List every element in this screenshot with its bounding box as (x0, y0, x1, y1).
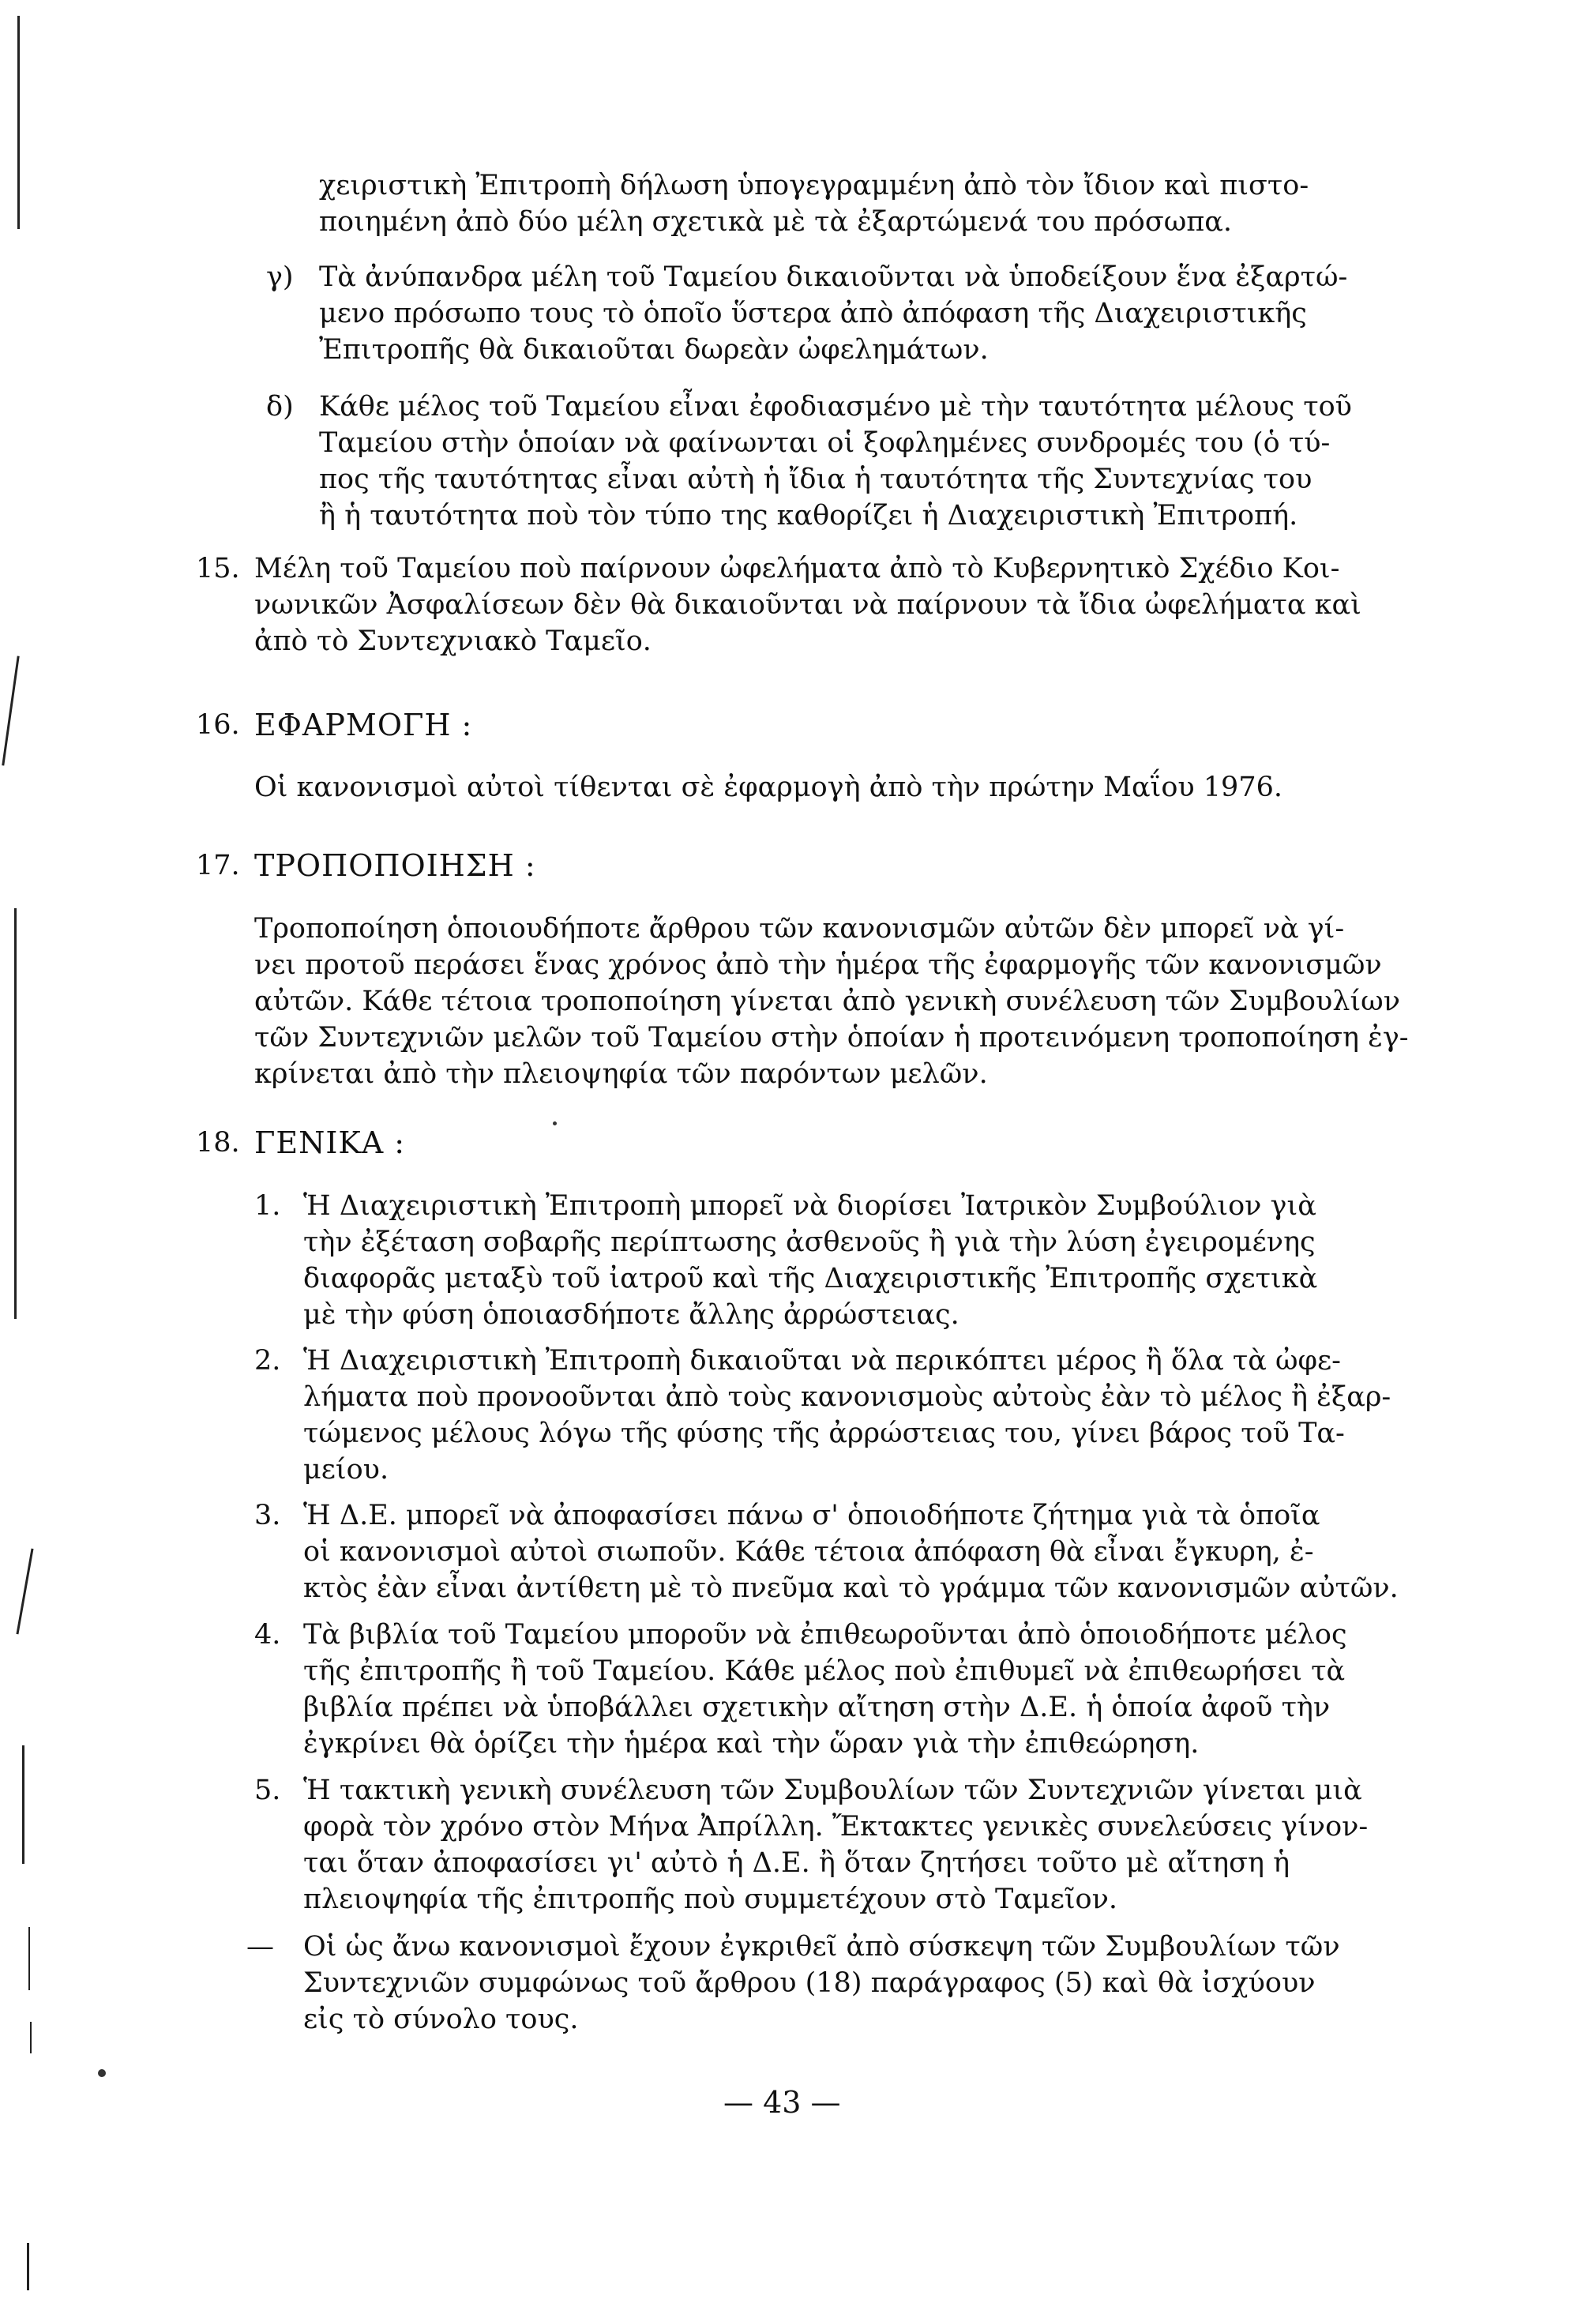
intro-paragraph (319, 167, 1371, 240)
text-line: Ἡ Διαχειριστικὴ Ἐπιτροπὴ μπορεῖ νὰ διορίσει Ἰατρικὸν Συμβούλιον γιὰ (303, 1190, 1316, 1222)
text-line: τὴν ἐξέταση σοβαρῆς περίπτωσης ἀσθενοῦς ἢ γιὰ τὴν λύση ἐγειρομένης (303, 1227, 1316, 1258)
text-line: Συντεχνιῶν συμφώνως τοῦ ἄρθρου (18) παράγραφος (5) καὶ θὰ ἰσχύουν (303, 1967, 1316, 1999)
scan-edge-mark (30, 2022, 32, 2053)
section-15-number: 15. (196, 553, 240, 584)
text-line: τώμενος μέλους λόγω τῆς φύσης τῆς ἀρρώστειας του, γίνει βάρος τοῦ Τα- (303, 1418, 1345, 1449)
text-line: Ταμείου στὴν ὁποίαν νὰ φαίνωνται οἱ ξοφλημένες συνδρομές του (ὁ τύ- (319, 427, 1331, 459)
section-16-paragraph (254, 769, 1371, 806)
text-line: Τροποποίηση ὁποιουδήποτε ἄρθρου τῶν κανονισμῶν αὐτῶν δὲν μπορεῖ νὰ γί- (254, 913, 1345, 945)
scan-edge-mark (27, 2243, 29, 2290)
text-line: φορὰ τὸν χρόνο στὸν Μήνα Ἀπρίλλη. Ἔκτακτες γενικὲς συνελεύσεις γίνον- (303, 1811, 1369, 1843)
scan-edge-mark (22, 1745, 24, 1864)
text-line: Μέλη τοῦ Ταμείου ποὺ παίρνουν ὠφελήματα ἀπὸ τὸ Κυβερνητικὸ Σχέδιο Κοι- (254, 553, 1340, 584)
general-item-4-number: 4. (254, 1619, 281, 1651)
section-15-paragraph (254, 550, 1371, 659)
text-line: πλειοψηφία τῆς ἐπιτροπῆς ποὺ συμμετέχουν στὸ Ταμεῖον. (303, 1884, 1118, 1915)
closing-paragraph (303, 1929, 1371, 2038)
text-line: βιβλία πρέπει νὰ ὑποβάλλει σχετικὴν αἴτηση στὴν Δ.Ε. ἡ ὁποία ἀφοῦ τὴν (303, 1692, 1331, 1723)
text-line: τῶν Συντεχνιῶν μελῶν τοῦ Ταμείου στὴν ὁποίαν ἡ προτεινόμενη τροποποίηση ἐγ- (254, 1022, 1409, 1054)
text-line: ται ὅταν ἀποφασίσει γι' αὐτὸ ἡ Δ.Ε. ἢ ὅταν ζητήσει τοῦτο μὲ αἴτηση ἡ (303, 1847, 1290, 1879)
text-line: ἀπὸ τὸ Συντεχνιακὸ Ταμεῖο. (254, 625, 652, 657)
general-item-4-paragraph (303, 1617, 1371, 1762)
text-line: νωνικῶν Ἀσφαλίσεων δὲν θὰ δικαιοῦνται νὰ παίρνουν τὰ ἴδια ὠφελήματα καὶ (254, 589, 1361, 621)
scan-edge-mark (2, 656, 19, 765)
section-17-heading: ΤΡΟΠΟΠΟΙΗΣΗ : (254, 848, 536, 883)
text-line: μείου. (303, 1454, 389, 1486)
text-line: τῆς ἐπιτροπῆς ἢ τοῦ Ταμείου. Κάθε μέλος ποὺ ἐπιθυμεῖ νὰ ἐπιθεωρήσει τὰ (303, 1655, 1346, 1687)
text-line: διαφορᾶς μεταξὺ τοῦ ἰατροῦ καὶ τῆς Διαχειριστικῆς Ἐπιτροπῆς σχετικὰ (303, 1263, 1318, 1294)
scan-speck (553, 1121, 557, 1125)
item-g-label: γ) (266, 261, 294, 293)
text-line: ποιημένη ἀπὸ δύο μέλη σχετικὰ μὲ τὰ ἐξαρτώμενά του πρόσωπα. (319, 206, 1233, 238)
text-line: ἐγκρίνει θὰ ὁρίζει τὴν ἡμέρα καὶ τὴν ὥραν γιὰ τὴν ἐπιθεώρηση. (303, 1728, 1200, 1760)
general-item-1-paragraph (303, 1188, 1371, 1333)
text-line: νει προτοῦ περάσει ἕνας χρόνος ἀπὸ τὴν ἡμέρα τῆς ἐφαρμογῆς τῶν κανονισμῶν (254, 949, 1382, 981)
text-line: οἱ κανονισμοὶ αὐτοὶ σιωποῦν. Κάθε τέτοια ἀπόφαση θὰ εἶναι ἔγκυρη, ἐ- (303, 1536, 1314, 1568)
text-line: Ἡ Διαχειριστικὴ Ἐπιτροπὴ δικαιοῦται νὰ περικόπτει μέρος ἢ ὅλα τὰ ὠφε- (303, 1345, 1341, 1377)
text-line: μὲ τὴν φύση ὁποιασδήποτε ἄλλης ἀρρώστειας. (303, 1299, 959, 1331)
section-18-number: 18. (196, 1127, 240, 1159)
text-line: Τὰ βιβλία τοῦ Ταμείου μποροῦν νὰ ἐπιθεωροῦνται ἀπὸ ὁποιοδήποτε μέλος (303, 1619, 1347, 1651)
scan-speck (98, 2069, 106, 2077)
item-g-paragraph (319, 259, 1371, 368)
general-item-5-paragraph (303, 1772, 1371, 1918)
text-line: εἰς τὸ σύνολο τους. (303, 2004, 579, 2035)
scan-edge-mark (17, 16, 20, 229)
text-line: Τὰ ἀνύπανδρα μέλη τοῦ Ταμείου δικαιοῦνται νὰ ὑποδείξουν ἕνα ἐξαρτώ- (319, 261, 1348, 293)
section-17-number: 17. (196, 850, 240, 881)
general-item-3-paragraph (303, 1497, 1399, 1606)
text-line: Ἐπιτροπῆς θὰ δικαιοῦται δωρεὰν ὠφελημάτων. (319, 334, 989, 366)
text-line: Ἡ Δ.Ε. μπορεῖ νὰ ἀποφασίσει πάνω σ' ὁποιοδήποτε ζήτημα γιὰ τὰ ὁποῖα (303, 1500, 1320, 1531)
page-number: — 43 — (723, 2085, 841, 2120)
text-line: λήματα ποὺ προνοοῦνται ἀπὸ τοὺς κανονισμοὺς αὐτοὺς ἐὰν τὸ μέλος ἢ ἐξαρ- (303, 1381, 1391, 1413)
text-line: ἢ ἡ ταυτότητα ποὺ τὸν τύπο της καθορίζει ἡ Διαχειριστικὴ Ἐπιτροπή. (319, 500, 1298, 532)
text-line: πος τῆς ταυτότητας εἶναι αὐτὴ ἡ ἴδια ἡ ταυτότητα τῆς Συντεχνίας του (319, 464, 1312, 495)
section-17-paragraph (254, 911, 1409, 1092)
text-line: κτὸς ἐὰν εἶναι ἀντίθετη μὲ τὸ πνεῦμα καὶ τὸ γράμμα τῶν κανονισμῶν αὐτῶν. (303, 1572, 1399, 1604)
text-line: Ἡ τακτικὴ γενικὴ συνέλευση τῶν Συμβουλίων τῶν Συντεχνιῶν γίνεται μιὰ (303, 1775, 1362, 1806)
section-16-heading: ΕΦΑΡΜΟΓΗ : (254, 708, 473, 742)
section-16-number: 16. (196, 709, 240, 741)
item-d-paragraph (319, 389, 1371, 534)
scan-edge-mark (28, 1927, 30, 1990)
text-line: μενο πρόσωπο τους τὸ ὁποῖο ὕστερα ἀπὸ ἀπόφαση τῆς Διαχειριστικῆς (319, 298, 1307, 329)
scan-edge-mark (16, 1549, 33, 1635)
general-item-2-paragraph (303, 1343, 1391, 1488)
closing-dash: — (246, 1931, 274, 1963)
scan-edge-mark (14, 908, 17, 1319)
text-line: Οἱ κανονισμοὶ αὐτοὶ τίθενται σὲ ἐφαρμογὴ ἀπὸ τὴν πρώτην Μαΐου 1976. (254, 772, 1282, 803)
general-item-3-number: 3. (254, 1500, 281, 1531)
general-item-5-number: 5. (254, 1775, 281, 1806)
text-line: αὐτῶν. Κάθε τέτοια τροποποίηση γίνεται ἀπὸ γενικὴ συνέλευση τῶν Συμβουλίων (254, 986, 1400, 1017)
text-line: Οἱ ὡς ἄνω κανονισμοὶ ἔχουν ἐγκριθεῖ ἀπὸ σύσκεψη τῶν Συμβουλίων τῶν (303, 1931, 1340, 1963)
general-item-1-number: 1. (254, 1190, 281, 1222)
general-item-2-number: 2. (254, 1345, 281, 1377)
text-line: χειριστικὴ Ἐπιτροπὴ δήλωση ὑπογεγραμμένη ἀπὸ τὸν ἴδιον καὶ πιστο- (319, 170, 1309, 201)
section-18-heading: ΓΕΝΙΚΑ : (254, 1125, 406, 1160)
text-line: Κάθε μέλος τοῦ Ταμείου εἶναι ἐφοδιασμένο μὲ τὴν ταυτότητα μέλους τοῦ (319, 391, 1352, 423)
text-line: κρίνεται ἀπὸ τὴν πλειοψηφία τῶν παρόντων μελῶν. (254, 1058, 988, 1090)
item-d-label: δ) (266, 391, 294, 423)
